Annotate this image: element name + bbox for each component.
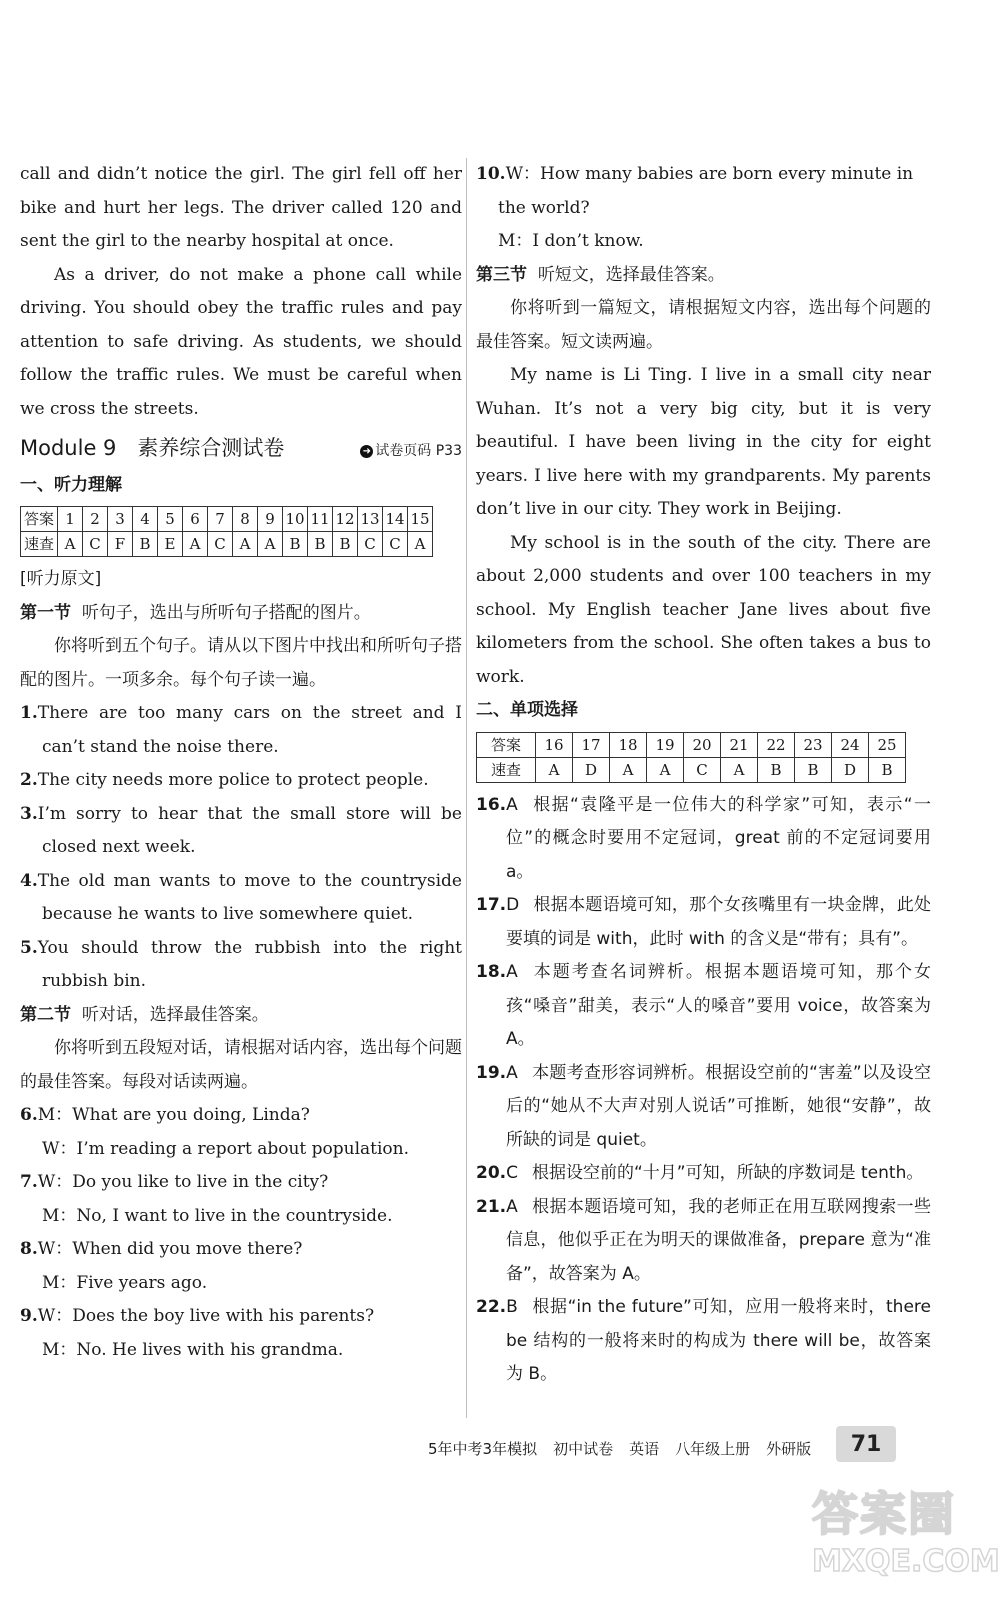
module-title: Module 9 素养综合测试卷	[20, 436, 285, 460]
table-cell-number: 20	[684, 732, 721, 757]
column-divider	[466, 158, 467, 1418]
item-number: 20.	[476, 1163, 507, 1183]
item-text: You should throw the rubbish into the right rubbish bin.	[37, 937, 462, 991]
explanation-text: 根据本题语境可知，我的老师正在用互联网搜索一些信息，他似乎正在为明天的课做准备，prepare 意为“准备”，故答案为 A。	[506, 1196, 931, 1284]
page-footer	[428, 1432, 898, 1464]
table-cell-answer: A	[536, 757, 573, 782]
dialog-item	[20, 1233, 462, 1300]
footer-series: 5年中考3年模拟	[428, 1439, 538, 1458]
part2-description: 你将听到五段短对话，请根据对话内容，选出每个问题的最佳答案。每段对话读两遍。	[20, 1038, 462, 1092]
table-cell-answer: B	[758, 757, 795, 782]
item-number: 18.	[476, 962, 507, 982]
item-number: 16.	[476, 794, 507, 815]
page-reference	[360, 435, 462, 469]
explanation-item	[476, 956, 931, 1057]
item-text: The old man wants to move to the countryside because he wants to live somewhere quiet.	[37, 870, 462, 924]
footer-subject: 英语	[629, 1439, 660, 1458]
answer-header: 答案	[477, 732, 536, 757]
page-reference-text: 试卷页码 P33	[375, 443, 462, 459]
table-cell-number: 14	[383, 507, 408, 532]
table-cell-answer: C	[208, 532, 233, 557]
dialog-line-first	[20, 1300, 462, 1334]
table-cell-number: 21	[721, 732, 758, 757]
item-number: 1.	[20, 703, 38, 723]
item-number: 8.	[20, 1239, 38, 1259]
table-cell-number: 8	[233, 507, 258, 532]
table-cell-answer: B	[333, 532, 358, 557]
table-cell-number: 18	[610, 732, 647, 757]
table-cell-answer: D	[573, 757, 610, 782]
table-cell-answer: B	[869, 757, 906, 782]
table-cell-number: 5	[158, 507, 183, 532]
continued-paragraph: call and didn’t notice the girl. The girl fell off her bike and hurt her legs. The driver called 120 and sent the girl to the nearby hospital at once.	[20, 164, 462, 251]
explanation-text: 根据“袁隆平是一位伟大的科学家”可知，表示“一位”的概念时要用不定冠词，great 前的不定冠词要用 a。	[506, 794, 931, 882]
part3-instruction: 听短文，选择最佳答案。	[537, 264, 725, 285]
table-cell-answer: A	[408, 532, 433, 557]
dialog-line: W：Do you like to live in the city?	[37, 1172, 329, 1192]
dialog-line: W：When did you move there?	[37, 1239, 303, 1259]
table-cell-answer: C	[383, 532, 408, 557]
dialog-item	[20, 1300, 462, 1367]
table-cell-answer: C	[83, 532, 108, 557]
explanation-text: 本题考查名词辨析。根据本题语境可知，那个女孩“嗓音”甜美，表示“人的嗓音”要用 voice，故答案为 A。	[506, 962, 931, 1049]
item-number: 3.	[20, 803, 38, 824]
table-cell-answer: B	[308, 532, 333, 557]
table-cell-number: 12	[333, 507, 358, 532]
list-item	[20, 697, 462, 764]
item-number: 10.	[476, 164, 506, 184]
part2-dialogs	[20, 1099, 462, 1367]
table-cell-answer: B	[133, 532, 158, 557]
table-cell-number: 7	[208, 507, 233, 532]
table-cell-number: 16	[536, 732, 573, 757]
arrow-icon: ➜	[360, 445, 373, 458]
item-number: 4.	[20, 870, 38, 891]
part1-heading	[20, 597, 462, 631]
passage-paragraph-2: My school is in the south of the city. There are about 2,000 students and over 100 teachers in my school. My English teacher Jane lives about five kilometers from the school. She often takes a bus to work.	[476, 532, 931, 687]
list-item	[20, 865, 462, 932]
dialog-line-second: M：No. He lives with his grandma.	[42, 1339, 344, 1360]
table-cell-number: 11	[308, 507, 333, 532]
list-item	[20, 798, 462, 865]
table-cell-answer: C	[684, 757, 721, 782]
explanation-item	[476, 1057, 931, 1158]
item-answer: A	[506, 1062, 518, 1083]
explanation-item	[476, 889, 931, 956]
table-cell-answer: A	[610, 757, 647, 782]
dialog-item	[20, 1166, 462, 1233]
part1-items	[20, 697, 462, 999]
explanation-item	[476, 789, 931, 890]
item-answer: A	[506, 962, 518, 982]
dialog-line-first	[20, 1166, 462, 1200]
left-column	[20, 158, 462, 1367]
listening-transcript-label: [听力原文]	[20, 569, 102, 589]
table-cell-number: 1	[58, 507, 83, 532]
part2-instruction: 听对话，选择最佳答案。	[81, 1004, 269, 1025]
right-column	[476, 158, 931, 1392]
table-cell-answer: A	[233, 532, 258, 557]
table-cell-number: 15	[408, 507, 433, 532]
item-number: 5.	[20, 937, 38, 958]
module-heading	[20, 432, 462, 469]
dialog-line-second: M：No, I want to live in the countryside.	[42, 1205, 393, 1226]
part3-description: 你将听到一篇短文，请根据短文内容，选出每个问题的最佳答案。短文读两遍。	[476, 298, 931, 352]
table-cell-number: 3	[108, 507, 133, 532]
table-cell-number: 17	[573, 732, 610, 757]
dialog-line-first	[20, 1099, 462, 1133]
item-answer: C	[506, 1163, 518, 1183]
dialog-line: M：I don’t know.	[498, 231, 644, 251]
table-cell-number: 23	[795, 732, 832, 757]
table-cell-answer: A	[183, 532, 208, 557]
table-cell-answer: A	[258, 532, 283, 557]
footer-edition: 外研版	[766, 1439, 812, 1458]
table-cell-answer: C	[358, 532, 383, 557]
item-text: I’m sorry to hear that the small store will be closed next week.	[37, 803, 462, 857]
dialog-line: W：Does the boy live with his parents?	[37, 1306, 375, 1326]
part3-heading	[476, 259, 931, 293]
dialog-line: M：What are you doing, Linda?	[37, 1105, 310, 1125]
explanation-text: 根据本题语境可知，那个女孩嘴里有一块金牌，此处要填的词是 with，此时 with 的含义是“带有；具有”。	[506, 895, 931, 949]
explanation-text: 根据“in the future”可知，应用一般将来时，there be 结构的一般将来时的构成为 there will be，故答案为 B。	[506, 1297, 931, 1384]
table-cell-answer: D	[832, 757, 869, 782]
part3-title: 第三节	[476, 264, 527, 285]
table-cell-answer: A	[647, 757, 684, 782]
explanation-text: 根据设空前的“十月”可知，所缺的序数词是 tenth。	[532, 1163, 924, 1183]
table-cell-answer: E	[158, 532, 183, 557]
table-cell-answer: A	[721, 757, 758, 782]
quick-check-header: 速查	[477, 757, 536, 782]
explanation-item	[476, 1157, 931, 1191]
explanations-list	[476, 789, 931, 1392]
watermark-line2: MXQE.COM	[812, 1544, 1000, 1579]
item-number: 9.	[20, 1306, 38, 1326]
table-cell-number: 10	[283, 507, 308, 532]
list-item	[20, 764, 462, 798]
answer-table-single-choice	[476, 732, 906, 783]
section-single-choice-title: 二、单项选择	[476, 700, 578, 720]
item-number: 22.	[476, 1297, 507, 1317]
explanation-text: 本题考查形容词辨析。根据设空前的“害羞”以及设空后的“她从不大声对别人说话”可推断，她很“安静”，故所缺的词是 quiet。	[506, 1062, 931, 1150]
answer-table-listening	[20, 506, 433, 557]
dialog-line-second: M：Five years ago.	[42, 1272, 208, 1293]
part2-heading	[20, 999, 462, 1033]
dialog-line: W：How many babies are born every minute in the world?	[498, 164, 914, 218]
item-answer: B	[506, 1297, 518, 1317]
table-cell-number: 25	[869, 732, 906, 757]
section-listening-title: 一、听力理解	[20, 474, 122, 495]
table-cell-answer: F	[108, 532, 133, 557]
table-cell-number: 24	[832, 732, 869, 757]
item-number: 6.	[20, 1105, 38, 1125]
list-item	[20, 932, 462, 999]
item-number: 19.	[476, 1062, 507, 1083]
item-number: 21.	[476, 1196, 507, 1217]
dialog-item	[20, 1099, 462, 1166]
item-number: 2.	[20, 770, 38, 790]
table-cell-number: 19	[647, 732, 684, 757]
item-answer: A	[506, 1196, 518, 1217]
explanation-item	[476, 1291, 931, 1392]
answer-header: 答案	[21, 507, 58, 532]
item-number: 17.	[476, 895, 507, 915]
part2-title: 第二节	[20, 1004, 71, 1025]
item-text: There are too many cars on the street and I can’t stand the noise there.	[37, 703, 462, 757]
table-cell-number: 22	[758, 732, 795, 757]
footer-type: 初中试卷	[553, 1439, 614, 1458]
watermark-logo	[812, 1478, 1000, 1590]
part1-instruction: 听句子，选出与所听句子搭配的图片。	[81, 602, 371, 623]
table-cell-answer: B	[795, 757, 832, 782]
part1-title: 第一节	[20, 602, 71, 623]
passage-paragraph-1: My name is Li Ting. I live in a small city near Wuhan. It’s not a very big city, but it is very beautiful. I have been living in the city for eight years. I live here with my grandparents. My parents don’t live in our city. They work in Beijing.	[476, 365, 931, 519]
footer-grade: 八年级上册	[675, 1439, 751, 1458]
dialog-line-first	[20, 1233, 462, 1267]
item-number: 7.	[20, 1172, 38, 1192]
table-cell-number: 6	[183, 507, 208, 532]
explanation-item	[476, 1191, 931, 1292]
item-answer: D	[506, 895, 520, 915]
item-answer: A	[506, 794, 518, 815]
watermark-line1: 答案圈	[812, 1487, 956, 1541]
quick-check-header: 速查	[21, 532, 58, 557]
page-number: 71	[836, 1426, 896, 1462]
table-cell-number: 2	[83, 507, 108, 532]
table-cell-number: 9	[258, 507, 283, 532]
item-text: The city needs more police to protect people.	[37, 770, 429, 790]
table-cell-number: 13	[358, 507, 383, 532]
table-cell-answer: B	[283, 532, 308, 557]
dialog-10	[476, 158, 931, 259]
dialog-line-second: W：I’m reading a report about population.	[42, 1138, 410, 1159]
table-cell-answer: A	[58, 532, 83, 557]
driver-advice-paragraph: As a driver, do not make a phone call while driving. You should obey the traffic rules and pay attention to safe driving. As students, we should follow the traffic rules. We must be careful when we cross the streets.	[20, 264, 462, 419]
table-cell-number: 4	[133, 507, 158, 532]
part1-description: 你将听到五个句子。请从以下图片中找出和所听句子搭配的图片。一项多余。每个句子读一遍。	[20, 636, 462, 690]
